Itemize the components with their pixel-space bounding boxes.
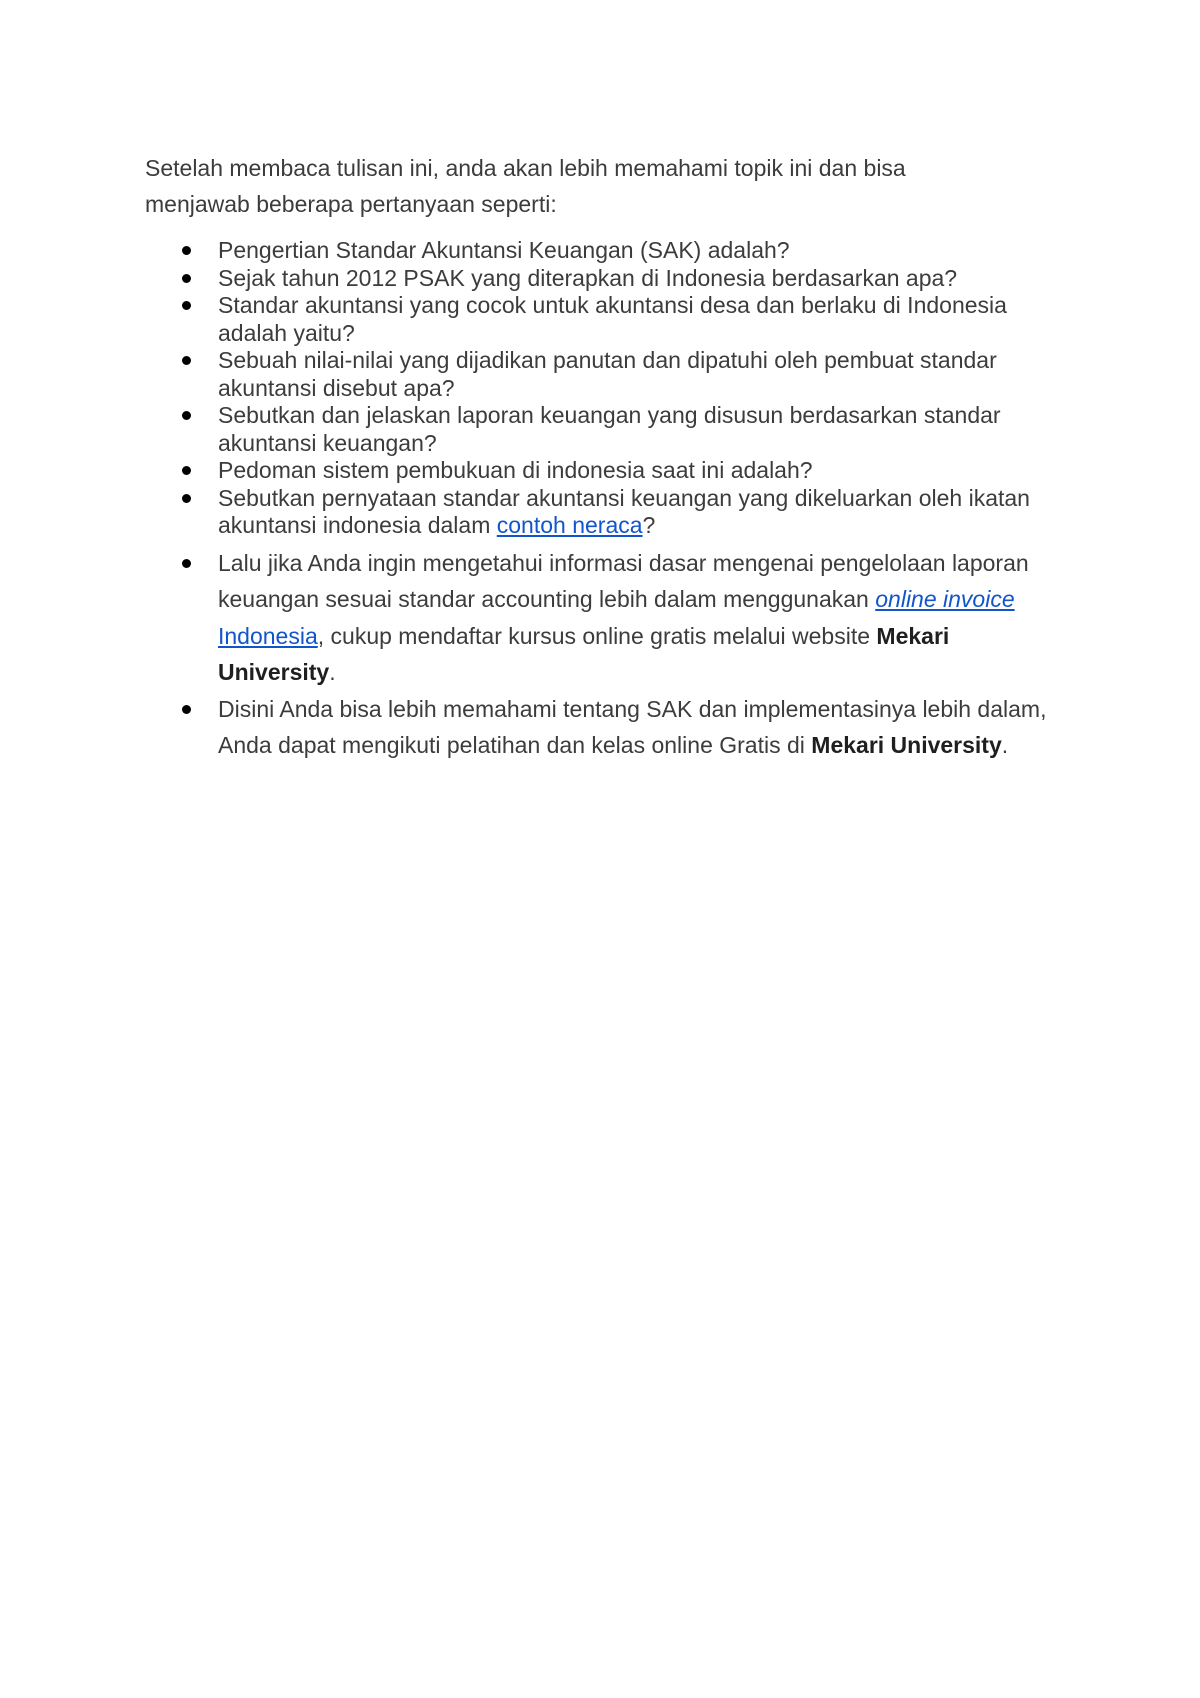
list-item bbox=[145, 347, 1065, 402]
list-item bbox=[145, 265, 1065, 293]
question-text: Sebutkan pernyataan standar akuntansi keuangan yang dikeluarkan oleh ikatan akuntansi indonesia dalam bbox=[218, 484, 1030, 538]
list-item bbox=[145, 485, 1065, 540]
contoh-neraca-link[interactable]: contoh neraca bbox=[496, 512, 643, 538]
list-item bbox=[145, 457, 1065, 485]
list-item bbox=[145, 402, 1065, 457]
bullet-icon bbox=[182, 466, 191, 475]
question-text: Sejak tahun 2012 PSAK yang diterapkan di Indonesia berdasarkan apa? bbox=[218, 264, 958, 291]
intro-line-2: menjawab beberapa pertanyaan seperti: bbox=[145, 191, 557, 217]
intro-paragraph bbox=[145, 150, 1065, 222]
period: . bbox=[329, 659, 336, 685]
list-item bbox=[145, 691, 1065, 764]
mekari-university-text: Mekari University bbox=[218, 622, 950, 685]
question-text: Standar akuntansi yang cocok untuk akuntansi desa dan berlaku di Indonesia adalah yaitu? bbox=[218, 292, 1007, 346]
question-text: Pengertian Standar Akuntansi Keuangan (SAK) adalah? bbox=[218, 237, 790, 263]
list-item bbox=[145, 292, 1065, 347]
period: . bbox=[1001, 732, 1009, 758]
question-list bbox=[145, 237, 1065, 540]
info-text: Disini Anda bisa lebih memahami tentang SAK dan implementasinya lebih dalam, Anda dapat mengikuti pelatihan dan kelas online Gratis di bbox=[218, 695, 1047, 758]
info-text: Lalu jika Anda ingin mengetahui informasi dasar mengenai pengelolaan laporan keuangan sesuai standar accounting lebih dalam menggunakan bbox=[218, 549, 1029, 612]
online-invoice-link-rest: Indonesia bbox=[218, 622, 318, 649]
bullet-icon bbox=[182, 559, 191, 568]
info-list bbox=[145, 545, 1065, 764]
document-body bbox=[145, 150, 1065, 764]
bullet-icon bbox=[182, 301, 191, 310]
bullet-icon bbox=[182, 356, 191, 365]
question-text: Sebutkan dan jelaskan laporan keuangan yang disusun berdasarkan standar akuntansi keuangan? bbox=[218, 402, 1001, 456]
bullet-icon bbox=[182, 494, 191, 503]
info-text-after: , cukup mendaftar kursus online gratis melalui website bbox=[317, 622, 877, 649]
bullet-icon bbox=[182, 411, 191, 420]
list-item bbox=[145, 237, 1065, 265]
intro-line-1: Setelah membaca tulisan ini, anda akan lebih memahami topik ini dan bisa bbox=[145, 155, 906, 181]
bullet-icon bbox=[182, 705, 191, 714]
list-item bbox=[145, 545, 1065, 691]
online-invoice-link-italic: online invoice bbox=[875, 586, 1015, 612]
question-text: Pedoman sistem pembukuan di indonesia saat ini adalah? bbox=[218, 457, 813, 483]
mekari-university-text: Mekari University bbox=[811, 732, 1002, 758]
bullet-icon bbox=[182, 274, 191, 283]
bullet-icon bbox=[182, 246, 191, 255]
question-mark: ? bbox=[642, 512, 656, 538]
question-text: Sebuah nilai-nilai yang dijadikan panutan dan dipatuhi oleh pembuat standar akuntansi disebut apa? bbox=[218, 347, 997, 401]
